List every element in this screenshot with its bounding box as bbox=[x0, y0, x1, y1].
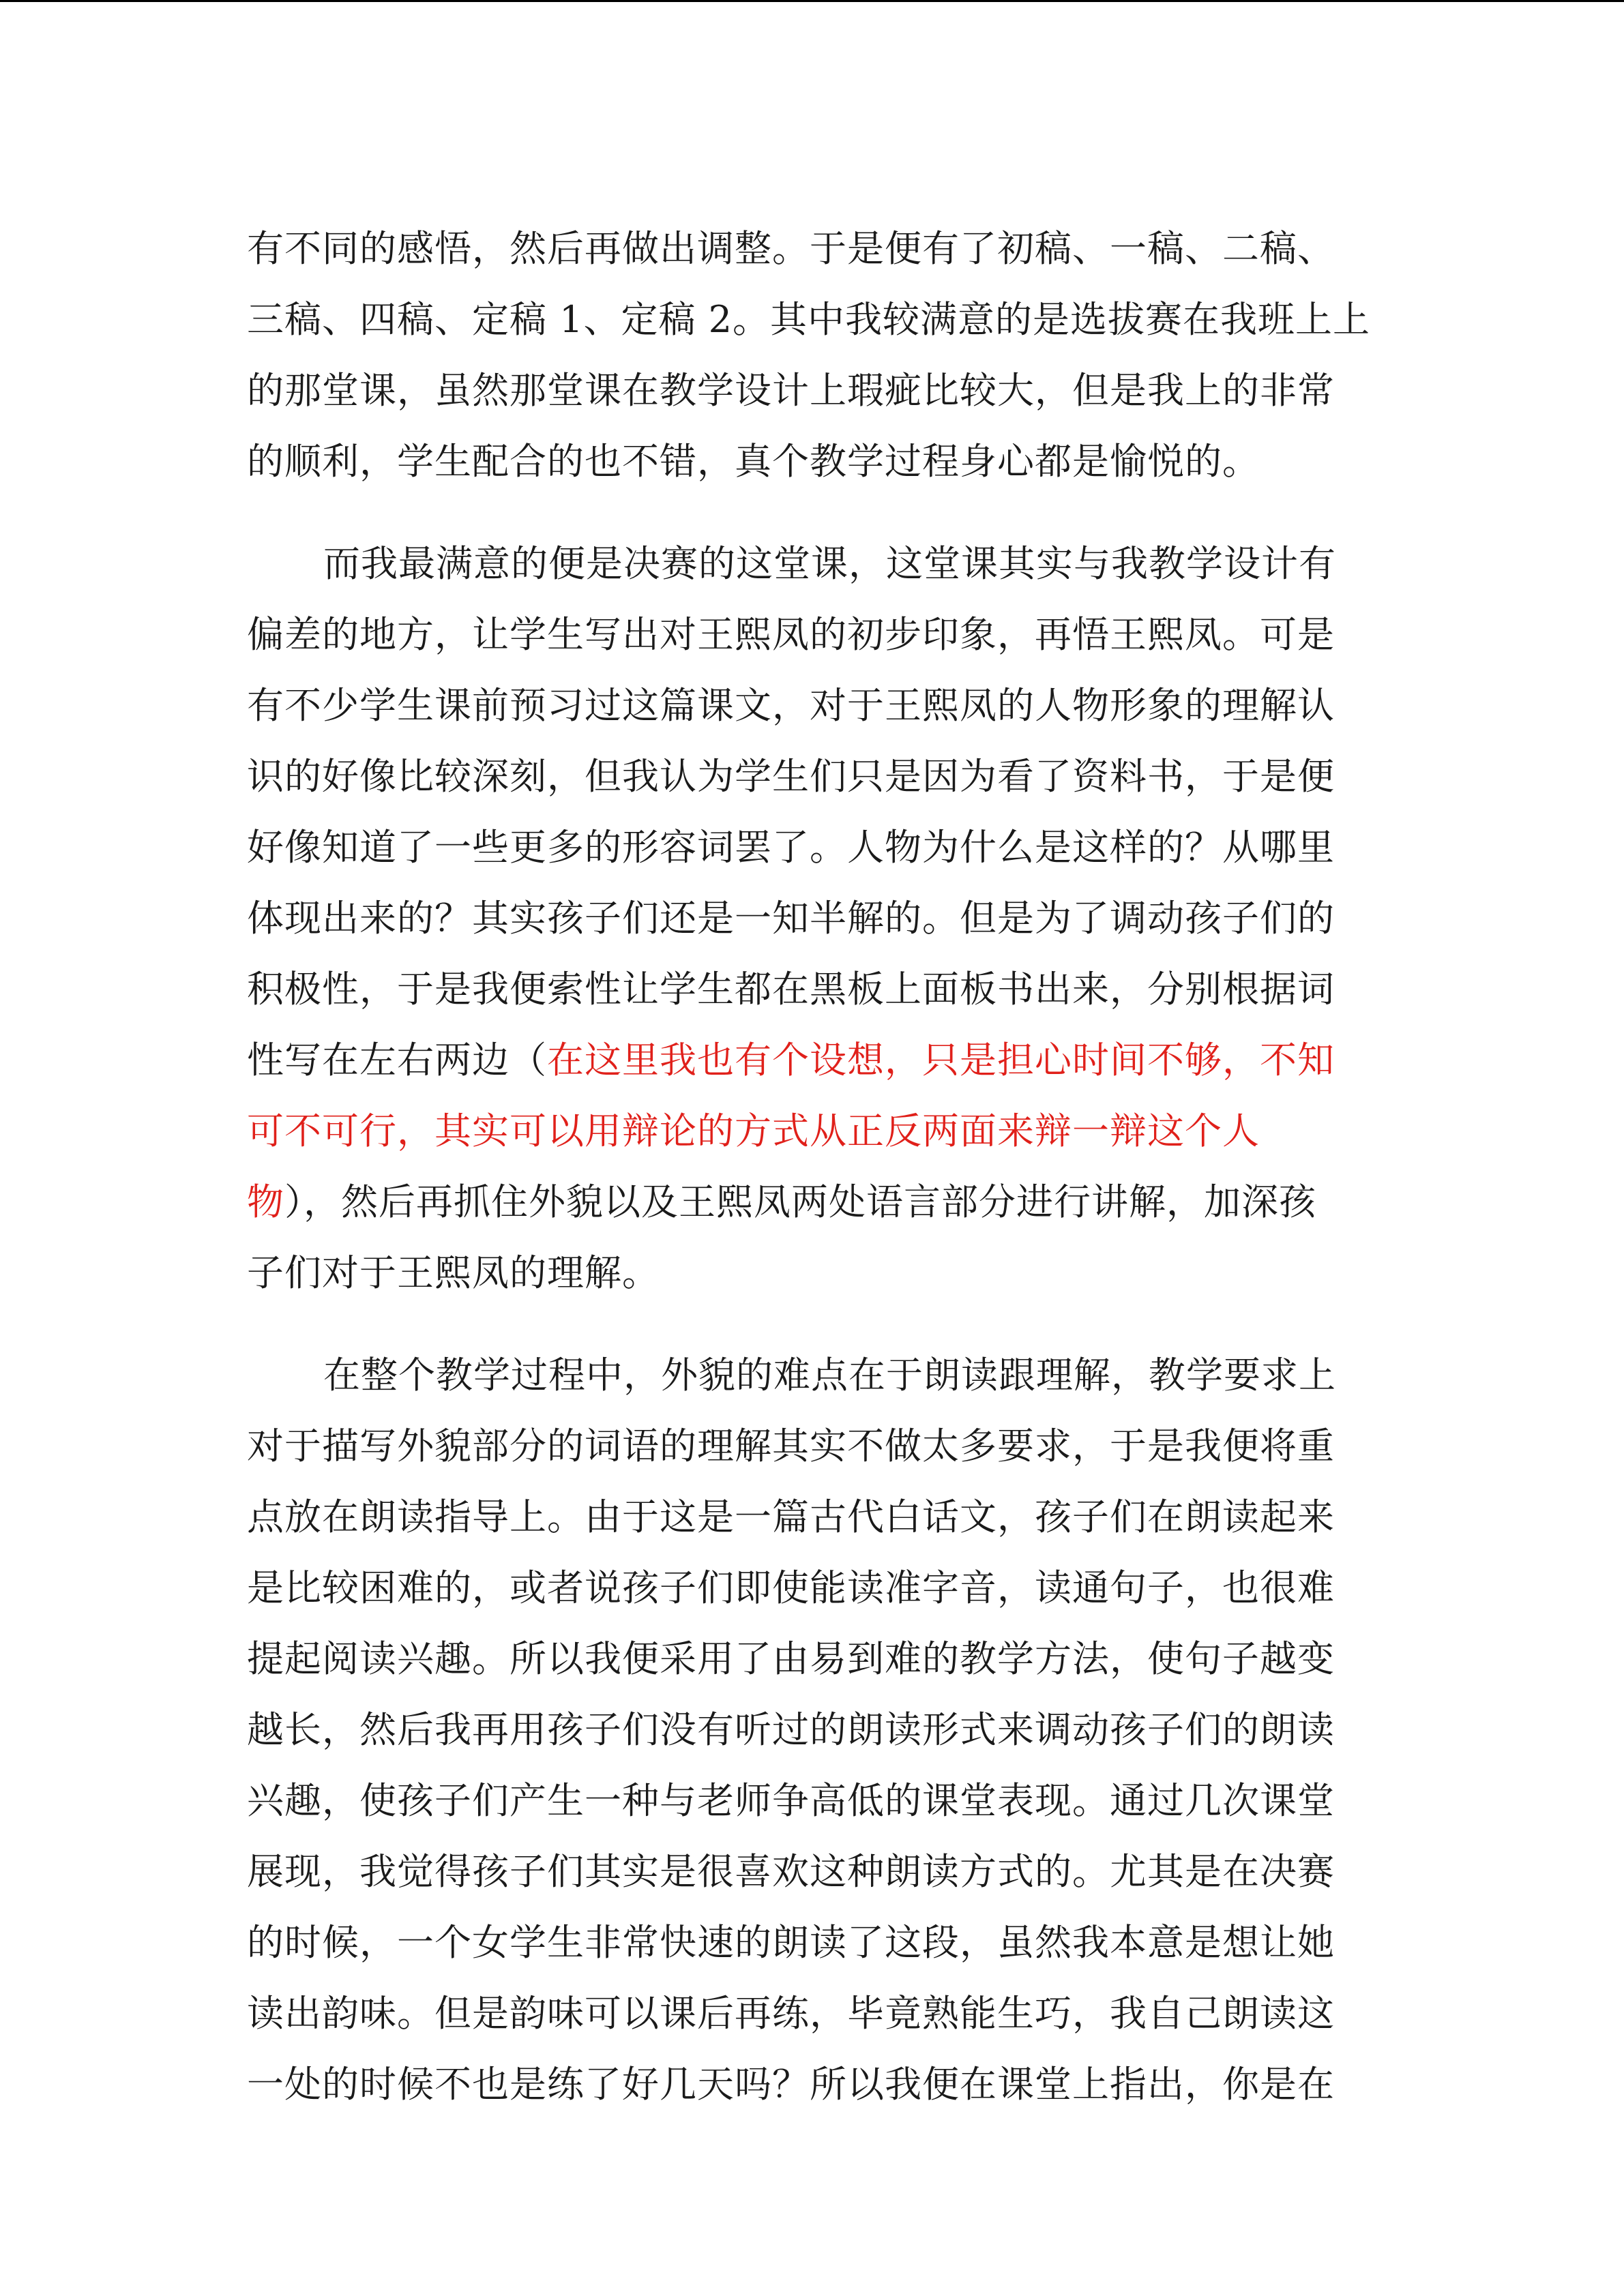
text-line: 有不少学生课前预习过这篇课文，对于王熙凤的人物形象的理解认 bbox=[247, 684, 1335, 727]
text-line: 是比较困难的，或者说孩子们即使能读准字音，读通句子，也很难 bbox=[247, 1566, 1335, 1609]
document-body bbox=[247, 213, 1376, 2151]
text-line: 好像知道了一些更多的形容词罢了。人物为什么是这样的？从哪里 bbox=[247, 826, 1335, 869]
text-line-mixed bbox=[247, 1025, 1376, 1096]
text-line: 有不同的感悟，然后再做出调整。于是便有了初稿、一稿、二稿、 bbox=[247, 227, 1335, 270]
text-line: 展现，我觉得孩子们其实是很喜欢这种朗读方式的。尤其是在决赛 bbox=[247, 1850, 1335, 1893]
text-line: 体现出来的？其实孩子们还是一知半解的。但是为了调动孩子们的 bbox=[247, 897, 1335, 940]
red-annotation: 物 bbox=[247, 1180, 284, 1223]
red-annotation: 在这里我也有个设想，只是担心时间不够，不知 bbox=[547, 1039, 1335, 1082]
text-line: 的那堂课，虽然那堂课在教学设计上瑕疵比较大，但是我上的非常 bbox=[247, 369, 1335, 412]
text-line: 对于描写外貌部分的词语的理解其实不做太多要求，于是我便将重 bbox=[247, 1425, 1335, 1467]
text-line: 越长，然后我再用孩子们没有听过的朗读形式来调动孩子们的朗读 bbox=[247, 1708, 1335, 1751]
text-line: 一处的时候不也是练了好几天吗？所以我便在课堂上指出，你是在 bbox=[247, 2063, 1335, 2106]
paragraph-3 bbox=[247, 1340, 1376, 2120]
text-segment: ），然后再抓住外貌以及王熙凤两处语言部分进行讲解，加深孩 bbox=[284, 1180, 1316, 1223]
text-line: 点放在朗读指导上。由于这是一篇古代白话文，孩子们在朗读起来 bbox=[247, 1495, 1335, 1538]
paragraph-2 bbox=[247, 528, 1376, 1309]
paragraph-1 bbox=[247, 213, 1376, 497]
text-segment: 性写在左右两边（ bbox=[247, 1039, 547, 1082]
text-line: 提起阅读兴趣。所以我便采用了由易到难的教学方法，使句子越变 bbox=[247, 1637, 1335, 1680]
text-line: 识的好像比较深刻，但我认为学生们只是因为看了资料书，于是便 bbox=[247, 755, 1335, 798]
text-line: 积极性，于是我便索性让学生都在黑板上面板书出来，分别根据词 bbox=[247, 968, 1335, 1011]
text-line: 而我最满意的便是决赛的这堂课，这堂课其实与我教学设计有 bbox=[323, 542, 1336, 585]
text-line: 在整个教学过程中，外貌的难点在于朗读跟理解，教学要求上 bbox=[323, 1354, 1336, 1397]
text-line: 读出韵味。但是韵味可以课后再练，毕竟熟能生巧，我自己朗读这 bbox=[247, 1992, 1335, 2035]
text-line: 兴趣，使孩子们产生一种与老师争高低的课堂表现。通过几次课堂 bbox=[247, 1779, 1335, 1822]
text-line: 三稿、四稿、定稿 1、定稿 2。其中我较满意的是选拔赛在我班上上 bbox=[247, 298, 1371, 341]
text-line-mixed bbox=[247, 1167, 1376, 1238]
text-line: 子们对于王熙凤的理解。 bbox=[247, 1251, 660, 1294]
text-line: 偏差的地方，让学生写出对王熙凤的初步印象，再悟王熙凤。可是 bbox=[247, 613, 1335, 656]
text-line: 的时候，一个女学生非常快速的朗读了这段，虽然我本意是想让她 bbox=[247, 1921, 1335, 1964]
red-annotation-line: 可不可行，其实可以用辩论的方式从正反两面来辩一辩这个人 bbox=[247, 1109, 1260, 1152]
text-line: 的顺利，学生配合的也不错，真个教学过程身心都是愉悦的。 bbox=[247, 440, 1260, 483]
page-top-border bbox=[0, 0, 1624, 2]
